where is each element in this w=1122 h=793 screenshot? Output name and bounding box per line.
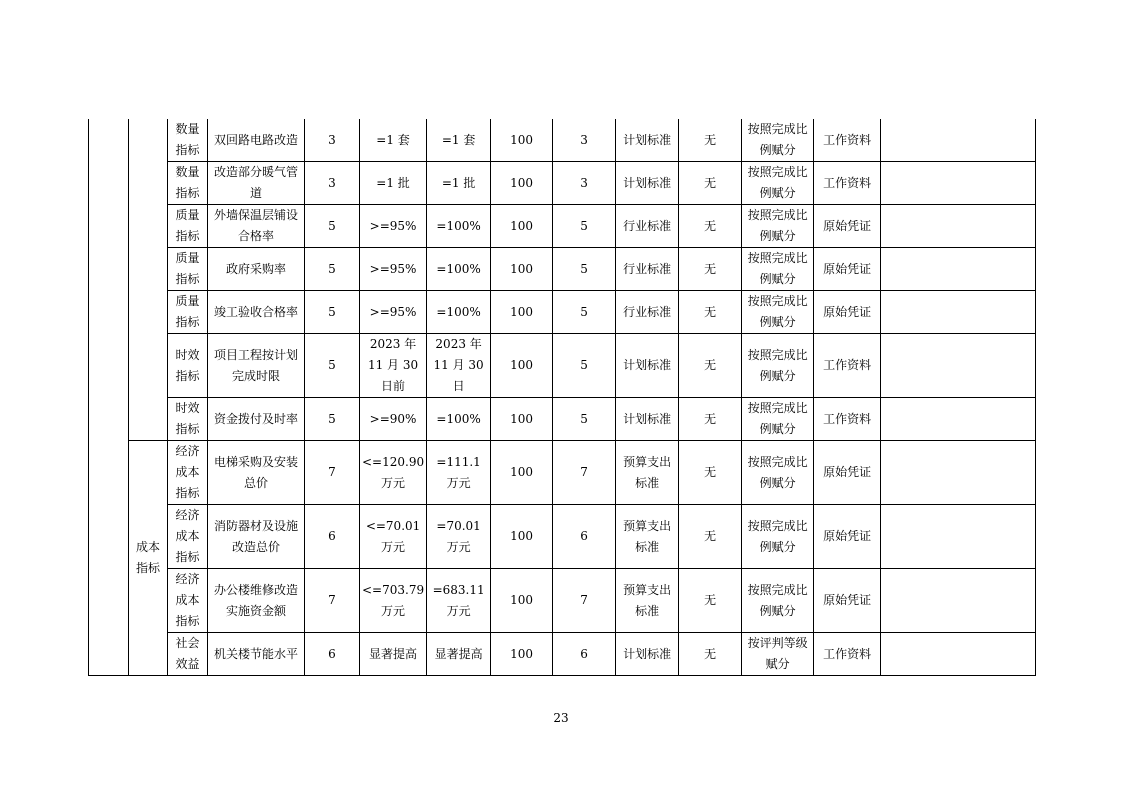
indicator-category: 社会效益 (168, 633, 208, 676)
indicator-target: >=95% (360, 291, 427, 334)
indicator-evidence: 原始凭证 (814, 505, 881, 569)
indicator-deviation: 无 (679, 398, 742, 441)
indicator-weight: 3 (305, 162, 360, 205)
indicator-category: 质量指标 (168, 248, 208, 291)
indicator-note (881, 334, 1036, 398)
level1-cell (89, 119, 129, 676)
indicator-rate: 100 (491, 119, 553, 162)
indicator-category: 质量指标 (168, 205, 208, 248)
indicator-category: 经济成本指标 (168, 505, 208, 569)
table-row (89, 334, 1036, 398)
indicator-deviation: 无 (679, 119, 742, 162)
level2-cell (129, 119, 168, 441)
indicator-evidence: 原始凭证 (814, 205, 881, 248)
indicator-method: 按照完成比例赋分 (742, 205, 814, 248)
indicator-category: 数量指标 (168, 119, 208, 162)
indicator-standard: 计划标准 (616, 633, 679, 676)
indicator-method: 按照完成比例赋分 (742, 119, 814, 162)
indicator-standard: 预算支出标准 (616, 505, 679, 569)
indicator-deviation: 无 (679, 633, 742, 676)
indicator-category: 质量指标 (168, 291, 208, 334)
indicator-actual: =111.1 万元 (427, 441, 491, 505)
indicator-rate: 100 (491, 505, 553, 569)
indicator-name: 改造部分暖气管道 (208, 162, 305, 205)
indicator-method: 按评判等级赋分 (742, 633, 814, 676)
indicator-rate: 100 (491, 569, 553, 633)
indicator-note (881, 119, 1036, 162)
indicator-standard: 行业标准 (616, 248, 679, 291)
group-cost-label: 成本指标 (129, 441, 168, 676)
indicator-weight: 6 (305, 633, 360, 676)
indicator-standard: 计划标准 (616, 334, 679, 398)
indicator-method: 按照完成比例赋分 (742, 291, 814, 334)
indicator-standard: 行业标准 (616, 205, 679, 248)
indicator-actual: 显著提高 (427, 633, 491, 676)
indicator-category: 数量指标 (168, 162, 208, 205)
indicator-evidence: 工作资料 (814, 398, 881, 441)
indicator-evidence: 原始凭证 (814, 291, 881, 334)
indicator-weight: 5 (305, 398, 360, 441)
indicator-category: 时效指标 (168, 334, 208, 398)
indicator-actual: =100% (427, 398, 491, 441)
indicator-name: 外墙保温层铺设合格率 (208, 205, 305, 248)
indicator-evidence: 工作资料 (814, 119, 881, 162)
table-row (89, 205, 1036, 248)
indicator-rate: 100 (491, 633, 553, 676)
indicator-name: 竣工验收合格率 (208, 291, 305, 334)
indicator-note (881, 441, 1036, 505)
indicator-actual: =70.01 万元 (427, 505, 491, 569)
indicator-note (881, 162, 1036, 205)
indicator-category: 经济成本指标 (168, 441, 208, 505)
indicator-actual: 2023 年 11 月 30 日 (427, 334, 491, 398)
indicator-target: >=90% (360, 398, 427, 441)
indicator-standard: 计划标准 (616, 398, 679, 441)
indicator-actual: =1 批 (427, 162, 491, 205)
indicator-name: 资金拨付及时率 (208, 398, 305, 441)
indicator-target: <=703.79 万元 (360, 569, 427, 633)
indicator-standard: 计划标准 (616, 119, 679, 162)
indicator-evidence: 工作资料 (814, 633, 881, 676)
indicator-target: =1 套 (360, 119, 427, 162)
indicator-name: 双回路电路改造 (208, 119, 305, 162)
indicator-weight: 5 (305, 334, 360, 398)
indicator-note (881, 205, 1036, 248)
indicator-evidence: 原始凭证 (814, 569, 881, 633)
indicator-method: 按照完成比例赋分 (742, 441, 814, 505)
indicator-evidence: 工作资料 (814, 162, 881, 205)
indicator-method: 按照完成比例赋分 (742, 569, 814, 633)
indicator-evidence: 工作资料 (814, 334, 881, 398)
indicator-deviation: 无 (679, 334, 742, 398)
indicator-actual: =100% (427, 291, 491, 334)
indicator-weight: 7 (305, 569, 360, 633)
indicator-note (881, 569, 1036, 633)
indicator-actual: =683.11 万元 (427, 569, 491, 633)
indicator-table (88, 119, 1036, 676)
table-row (89, 633, 1036, 676)
indicator-rate: 100 (491, 291, 553, 334)
indicator-standard: 计划标准 (616, 162, 679, 205)
indicator-deviation: 无 (679, 291, 742, 334)
indicator-weight: 6 (305, 505, 360, 569)
indicator-score: 6 (553, 633, 616, 676)
indicator-score: 5 (553, 248, 616, 291)
indicator-method: 按照完成比例赋分 (742, 505, 814, 569)
indicator-name: 政府采购率 (208, 248, 305, 291)
indicator-name: 项目工程按计划完成时限 (208, 334, 305, 398)
indicator-method: 按照完成比例赋分 (742, 334, 814, 398)
indicator-weight: 7 (305, 441, 360, 505)
indicator-note (881, 505, 1036, 569)
table-row (89, 441, 1036, 505)
table-row (89, 248, 1036, 291)
indicator-score: 5 (553, 334, 616, 398)
indicator-rate: 100 (491, 205, 553, 248)
indicator-rate: 100 (491, 162, 553, 205)
indicator-rate: 100 (491, 248, 553, 291)
indicator-deviation: 无 (679, 205, 742, 248)
indicator-actual: =1 套 (427, 119, 491, 162)
table-row (89, 569, 1036, 633)
indicator-score: 6 (553, 505, 616, 569)
indicator-target: =1 批 (360, 162, 427, 205)
indicator-evidence: 原始凭证 (814, 248, 881, 291)
indicator-target: <=70.01 万元 (360, 505, 427, 569)
indicator-target: 2023 年 11 月 30 日前 (360, 334, 427, 398)
table-row (89, 162, 1036, 205)
indicator-weight: 5 (305, 248, 360, 291)
indicator-score: 5 (553, 398, 616, 441)
indicator-note (881, 633, 1036, 676)
indicator-note (881, 291, 1036, 334)
indicator-target: 显著提高 (360, 633, 427, 676)
indicator-category: 时效指标 (168, 398, 208, 441)
page-number: 23 (553, 711, 569, 725)
indicator-score: 7 (553, 569, 616, 633)
indicator-method: 按照完成比例赋分 (742, 248, 814, 291)
indicator-standard: 行业标准 (616, 291, 679, 334)
indicator-deviation: 无 (679, 505, 742, 569)
indicator-note (881, 248, 1036, 291)
indicator-score: 7 (553, 441, 616, 505)
table-row (89, 505, 1036, 569)
indicator-method: 按照完成比例赋分 (742, 398, 814, 441)
indicator-standard: 预算支出标准 (616, 569, 679, 633)
indicator-score: 3 (553, 119, 616, 162)
indicator-weight: 3 (305, 119, 360, 162)
indicator-name: 机关楼节能水平 (208, 633, 305, 676)
indicator-score: 3 (553, 162, 616, 205)
table-row (89, 291, 1036, 334)
indicator-score: 5 (553, 205, 616, 248)
indicator-name: 电梯采购及安装总价 (208, 441, 305, 505)
indicator-target: >=95% (360, 248, 427, 291)
indicator-deviation: 无 (679, 162, 742, 205)
indicator-score: 5 (553, 291, 616, 334)
indicator-target: <=120.90 万元 (360, 441, 427, 505)
indicator-deviation: 无 (679, 248, 742, 291)
indicator-note (881, 398, 1036, 441)
table-row (89, 398, 1036, 441)
indicator-rate: 100 (491, 398, 553, 441)
indicator-standard: 预算支出标准 (616, 441, 679, 505)
indicator-actual: =100% (427, 248, 491, 291)
indicator-deviation: 无 (679, 569, 742, 633)
indicator-target: >=95% (360, 205, 427, 248)
indicator-deviation: 无 (679, 441, 742, 505)
table-row (89, 119, 1036, 162)
indicator-evidence: 原始凭证 (814, 441, 881, 505)
indicator-method: 按照完成比例赋分 (742, 162, 814, 205)
indicator-category: 经济成本指标 (168, 569, 208, 633)
indicator-actual: =100% (427, 205, 491, 248)
indicator-rate: 100 (491, 441, 553, 505)
indicator-name: 消防器材及设施改造总价 (208, 505, 305, 569)
indicator-rate: 100 (491, 334, 553, 398)
indicator-weight: 5 (305, 205, 360, 248)
indicator-weight: 5 (305, 291, 360, 334)
indicator-name: 办公楼维修改造实施资金额 (208, 569, 305, 633)
